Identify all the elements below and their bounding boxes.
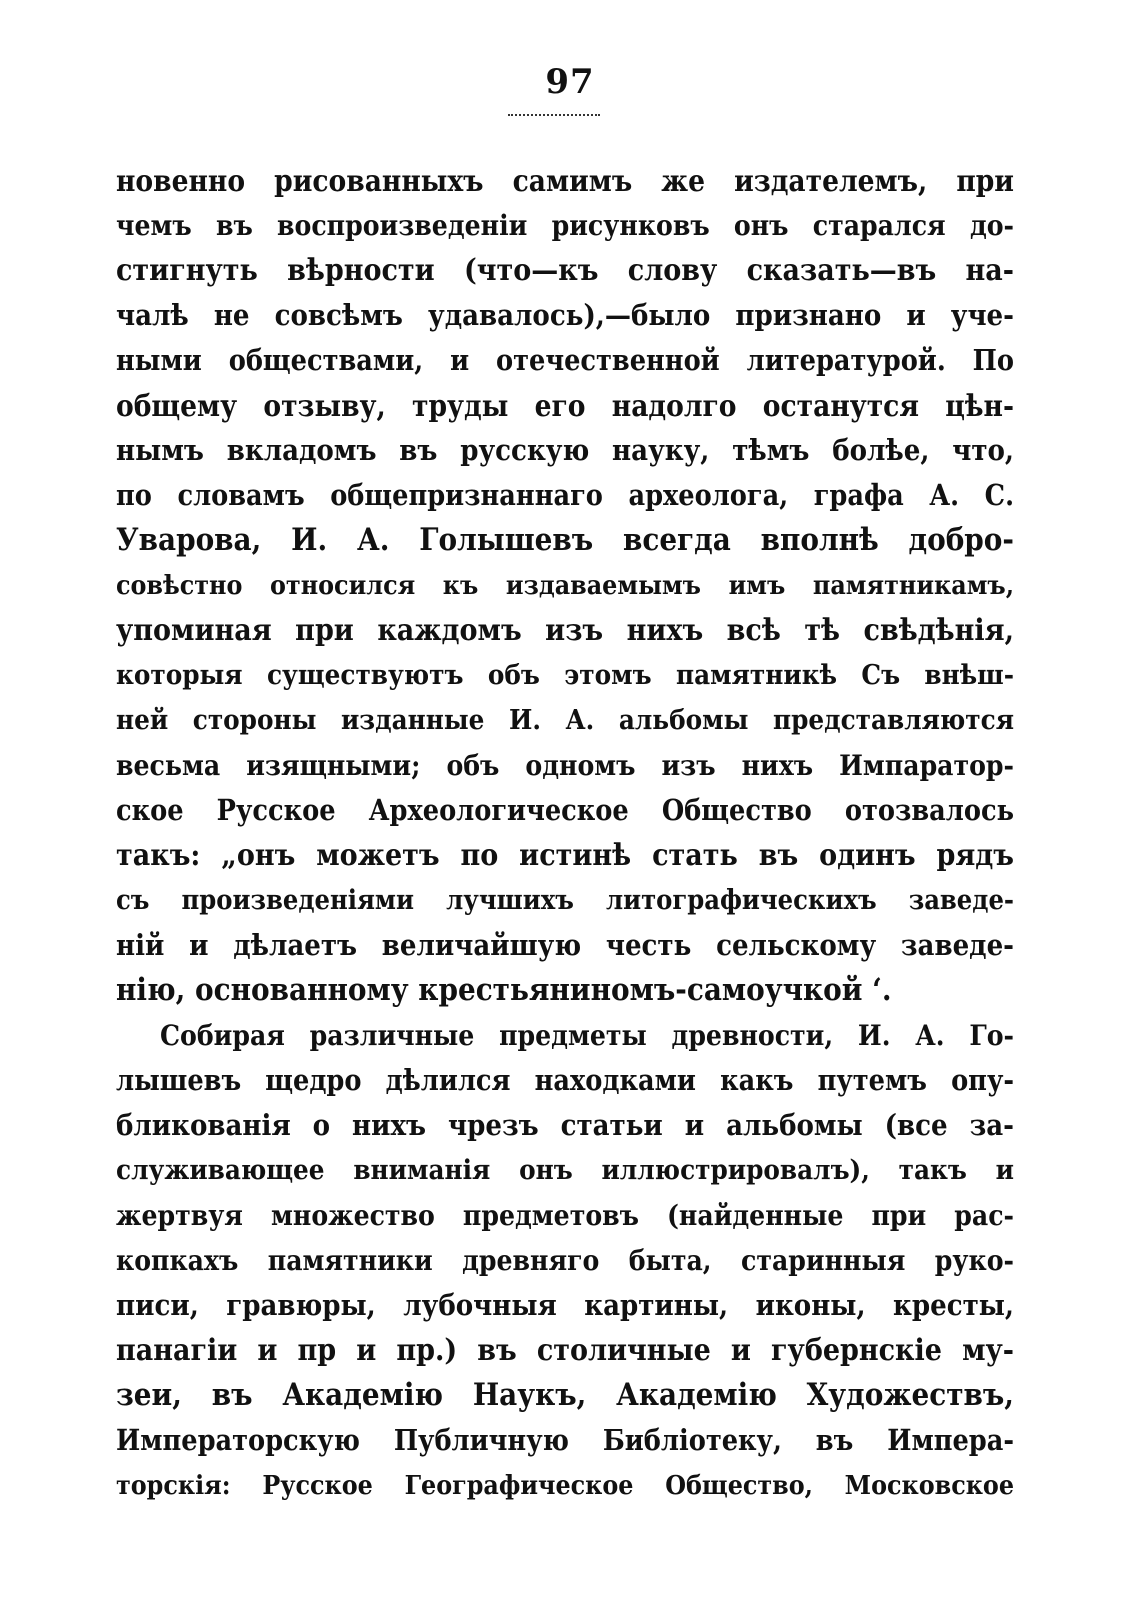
body-text	[116, 158, 1014, 1508]
text-line: панагіи и пр и пр.) въ столичные и губернскіе му-	[116, 1333, 1014, 1368]
text-line: чалѣ не совсѣмъ удавалось),—было признано и уче-	[116, 298, 1014, 332]
page-number-rule	[508, 114, 600, 116]
text-line: служивающее вниманія онъ иллюстрировалъ), такъ и	[116, 1154, 1014, 1186]
text-line: такъ: „онъ можетъ по истинѣ стать въ одинъ рядъ	[116, 838, 1014, 873]
page-number: 97	[545, 62, 595, 102]
text-line: Уварова, И. А. Голышевъ всегда вполнѣ добро-	[116, 522, 1014, 558]
text-line: торскія: Русское Географическое Общество, Московское	[116, 1470, 1014, 1501]
text-line: которыя существуютъ объ этомъ памятникѣ Съ внѣш-	[116, 659, 1014, 691]
text-line: ній и дѣлаетъ величайшую честь сельскому заведе-	[116, 928, 1014, 962]
paragraph-1	[116, 158, 1014, 1013]
text-line: ными обществами, и отечественной литературой. По	[116, 343, 1014, 377]
text-line: лышевъ щедро дѣлился находками какъ путемъ опу-	[116, 1063, 1014, 1097]
text-line: стигнуть вѣрности (что—къ слову сказать—въ на-	[116, 253, 1014, 288]
text-line: Собирая различные предметы древности, И. А. Го-	[160, 1019, 1014, 1052]
text-line: общему отзыву, труды его надолго останутся цѣн-	[116, 388, 1014, 423]
text-line: писи, гравюры, лубочныя картины, иконы, кресты,	[116, 1288, 1014, 1322]
text-line: нію, основанному крестьяниномъ-самоучкой ‘.	[116, 972, 892, 1008]
text-line: съ произведеніями лучшихъ литографическихъ заведе-	[116, 885, 1014, 916]
text-line: совѣстно относился къ издаваемымъ имъ памятникамъ,	[116, 570, 1014, 601]
text-line: по словамъ общепризнаннаго археолога, графа А. С.	[116, 478, 1014, 512]
text-line: зеи, въ Академію Наукъ, Академію Художествъ,	[116, 1377, 1014, 1413]
text-line: ней стороны изданные И. А. альбомы представляются	[116, 704, 1014, 736]
text-line: жертвуя множество предметовъ (найденные при рас-	[116, 1199, 1014, 1232]
text-line: чемъ въ воспроизведеніи рисунковъ онъ старался до-	[116, 209, 1014, 242]
text-line: ское Русское Археологическое Общество отозвалось	[116, 793, 1014, 827]
text-line: новенно рисованныхъ самимъ же издателемъ, при	[116, 163, 1014, 198]
text-line: бликованія о нихъ чрезъ статьи и альбомы (все за-	[116, 1108, 1014, 1142]
text-line: копкахъ памятники древняго быта, старинныя руко-	[116, 1244, 1014, 1277]
text-line: упоминая при каждомъ изъ нихъ всѣ тѣ свѣдѣнія,	[116, 613, 1014, 648]
text-line: весьма изящными; объ одномъ изъ нихъ Импаратор-	[116, 749, 1014, 782]
text-line: Императорскую Публичную Библіотеку, въ Импера-	[116, 1423, 1014, 1457]
paragraph-2	[116, 1013, 1014, 1508]
text-line: нымъ вкладомъ въ русскую науку, тѣмъ болѣе, что,	[116, 433, 1014, 467]
